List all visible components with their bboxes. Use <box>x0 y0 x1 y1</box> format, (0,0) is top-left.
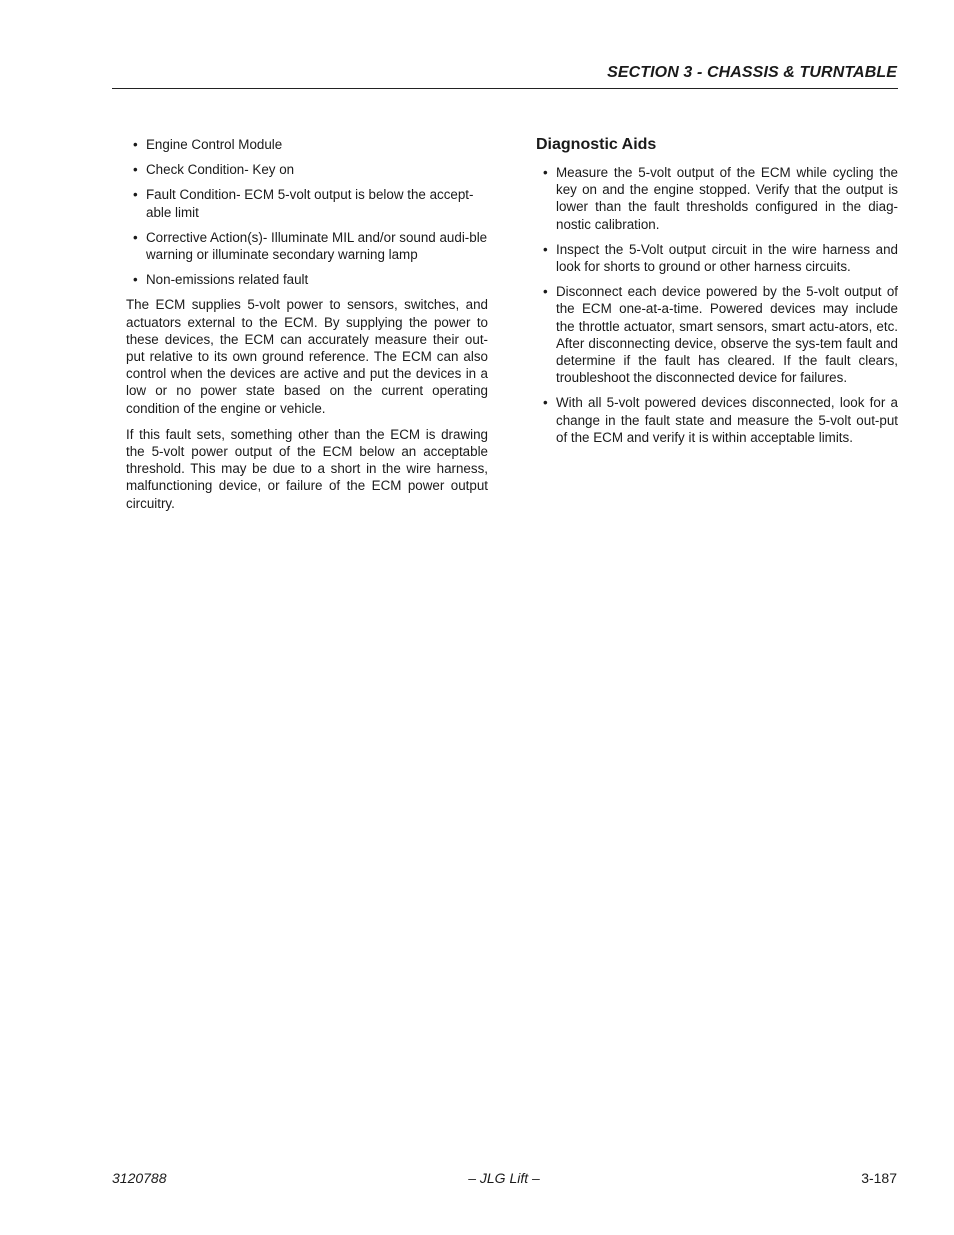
list-item <box>536 394 898 446</box>
list-item <box>126 161 488 178</box>
header-divider <box>112 88 898 89</box>
list-item <box>126 186 488 220</box>
body-paragraph: The ECM supplies 5-volt power to sensors, switches, and actuators external to the ECM. By supplying the power to these devices, the ECM can accurately measure their out-put relative to its own ground reference. The ECM can also control when the devices are active and put the devices in a low or no power state based on the current operating condition of the engine or vehicle. <box>126 297 488 416</box>
diagnostic-aids-heading: Diagnostic Aids <box>536 136 657 153</box>
page-number: 3-187 <box>861 1170 897 1186</box>
list-item-text: Fault Condition- ECM 5-volt output is below the accept-able limit <box>146 187 474 220</box>
doc-number: 3120788 <box>112 1170 167 1186</box>
bullet-icon: • <box>133 162 138 178</box>
bullet-icon: • <box>133 137 138 152</box>
bullet-icon: • <box>133 229 138 245</box>
bullet-icon: • <box>543 165 548 180</box>
list-item-text: Inspect the 5-Volt output circuit in the wire harness and look for shorts to ground or other harness circuits. <box>556 241 898 275</box>
left-column <box>126 136 488 521</box>
bullet-icon: • <box>543 395 548 411</box>
list-item-text: Non-emissions related fault <box>146 272 309 288</box>
list-item-text: With all 5-volt powered devices disconnected, look for a change in the fault state and measure the 5-volt out-put of the ECM and verify it is within acceptable limits. <box>556 395 898 445</box>
list-item <box>536 241 898 275</box>
diagnostic-aids-list <box>536 164 898 446</box>
section-title: SECTION 3 - CHASSIS & TURNTABLE <box>607 64 897 81</box>
publisher-name: – JLG Lift – <box>468 1170 540 1186</box>
bullet-icon: • <box>543 284 548 300</box>
fault-info-list <box>126 136 488 288</box>
bullet-icon: • <box>133 272 138 288</box>
body-paragraph: If this fault sets, something other than the ECM is drawing the 5-volt power output of the ECM below an acceptable threshold. This may be due to a short in the wire harness, malfunctioning device, or failure of the ECM power output circuitry. <box>126 426 488 511</box>
list-item-text: Engine Control Module <box>146 137 283 152</box>
list-item-text: Corrective Action(s)- Illuminate MIL and/or sound audi-ble warning or illuminate secondary warning lamp <box>146 229 488 263</box>
list-item-text: Measure the 5-volt output of the ECM while cycling the key on and the engine stopped. Verify that the output is lower than the fault thresholds configured in the diag-nostic calibration. <box>556 165 898 232</box>
list-item <box>126 136 488 153</box>
list-item <box>126 271 488 288</box>
right-column <box>536 135 898 454</box>
list-item <box>536 164 898 233</box>
list-item-text: Check Condition- Key on <box>146 162 295 178</box>
bullet-icon: • <box>543 241 548 257</box>
list-item <box>126 229 488 263</box>
bullet-icon: • <box>133 187 138 203</box>
list-item <box>536 283 898 386</box>
list-item-text: Disconnect each device powered by the 5-volt output of the ECM one-at-a-time. Powered devices may include the throttle actuator, smart sensors, smart actu-ators, etc. After disconnecting device, observe the sys-tem fault and determine if the fault has cleared. If the fault clears, troubleshoot the disconnected device for failures. <box>556 284 898 386</box>
